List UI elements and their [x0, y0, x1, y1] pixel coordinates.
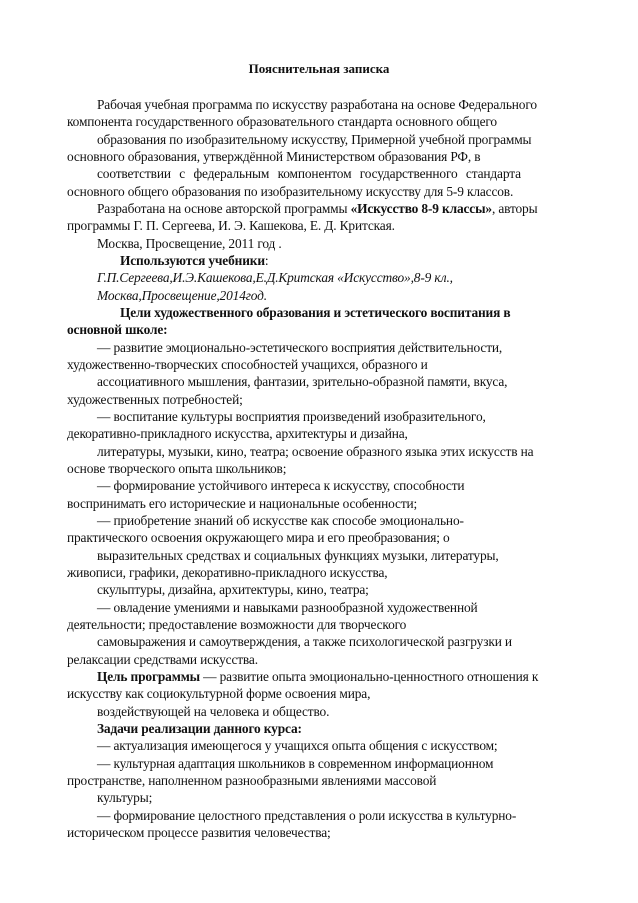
- text-line: живописи, графики, декоративно-прикладного искусства,: [67, 565, 388, 580]
- section-heading: Цели художественного образования и эстетического воспитания в: [120, 305, 511, 320]
- text-line: [120, 252, 269, 269]
- text-line: искусству как социокультурной форме освоения мира,: [67, 686, 371, 701]
- section-heading: Задачи реализации данного курса:: [97, 721, 302, 736]
- text-line: — культурная адаптация школьников в современном информационном: [97, 756, 494, 771]
- text-line: деятельности; предоставление возможности для творческого: [67, 617, 407, 632]
- text-line: — формирование целостного представления о роли искусства в культурно-: [97, 808, 517, 823]
- text-line: пространстве, наполненном разнообразными явлениями массовой: [67, 773, 437, 788]
- program-title: «Искусство 8-9 классы»: [350, 201, 492, 216]
- text-line: компонента государственного образовательного стандарта основного общего: [67, 114, 497, 129]
- text-line: — воспитание культуры восприятия произведений изобразительного,: [97, 409, 486, 424]
- text-line: — актуализация имеющегося у учащихся опыта общения с искусством;: [97, 738, 498, 753]
- text-segment: , авторы: [491, 201, 538, 216]
- text-line: историческом процессе развития человечества;: [67, 825, 331, 840]
- text-segment: :: [264, 253, 269, 268]
- text-line: художественно-творческих способностей учащихся, образного и: [67, 357, 428, 372]
- text-line: — овладение умениями и навыками разнообразной художественной: [97, 600, 478, 615]
- section-heading: Используются учебники: [120, 253, 265, 268]
- text-line: Рабочая учебная программа по искусству разработана на основе Федерального: [97, 97, 537, 112]
- text-line: релаксации средствами искусства.: [67, 652, 258, 667]
- text-segment: Разработана на основе авторской программы: [97, 201, 348, 216]
- text-line: декоративно-прикладного искусства, архитектуры и дизайна,: [67, 426, 408, 441]
- text-line: ассоциативного мышления, фантазии, зрительно-образной памяти, вкуса,: [97, 374, 508, 389]
- text-line: [97, 668, 538, 685]
- text-line: — приобретение знаний об искусстве как способе эмоционально-: [97, 513, 464, 528]
- text-line: основного образования, утверждённой Министерством образования РФ, в: [67, 149, 481, 164]
- text-line: воспринимать его исторические и национальные особенности;: [67, 496, 418, 511]
- document-title: Пояснительная записка: [248, 61, 390, 76]
- text-line: — формирование устойчивого интереса к искусству, способности: [97, 478, 465, 493]
- text-line: культуры;: [97, 790, 153, 805]
- text-line: выразительных средствах и социальных функциях музыки, литературы,: [97, 548, 499, 563]
- text-line: основе творческого опыта школьников;: [67, 461, 287, 476]
- text-line: скульптуры, дизайна, архитектуры, кино, театра;: [97, 582, 369, 597]
- text-line: Г.П.Сергеева,И.Э.Кашекова,Е.Д.Критская «Искусство»,8-9 кл.,: [97, 270, 453, 285]
- text-line: — развитие эмоционально-эстетического восприятия действительности,: [97, 340, 503, 355]
- text-line: литературы, музыки, кино, театра; освоение образного языка этих искусств на: [97, 444, 534, 459]
- text-line: Москва,Просвещение,2014год.: [97, 288, 268, 303]
- text-line: практического освоения окружающего мира и его преобразования; о: [67, 530, 450, 545]
- text-line: воздействующей на человека и общество.: [97, 704, 330, 719]
- section-heading: Цель программы: [97, 669, 200, 684]
- text-line: самовыражения и самоутверждения, а также психологической разгрузки и: [97, 634, 512, 649]
- text-line: Москва, Просвещение, 2011 год .: [97, 236, 282, 251]
- text-line: программы Г. П. Сергеева, И. Э. Кашекова, Е. Д. Критская.: [67, 218, 395, 233]
- section-heading: основной школе:: [67, 322, 168, 337]
- text-line: соответствии с федеральным компонентом государственного стандарта: [97, 166, 521, 181]
- text-line: [97, 200, 537, 217]
- text-segment: — развитие опыта эмоционально-ценностного отношения к: [199, 669, 539, 684]
- text-line: основного общего образования по изобразительному искусству для 5-9 классов.: [67, 184, 514, 199]
- text-line: художественных потребностей;: [67, 392, 243, 407]
- text-line: образования по изобразительному искусству, Примерной учебной программы: [97, 132, 532, 147]
